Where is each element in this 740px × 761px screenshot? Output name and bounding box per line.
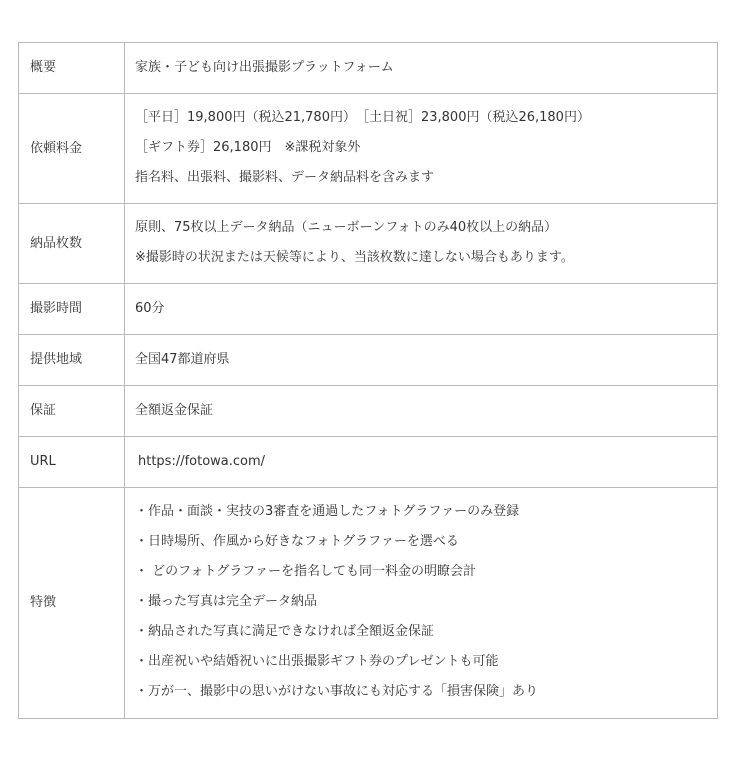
url-link[interactable]: https://fotowa.com/ [138,454,266,469]
row-value [125,335,718,386]
feature-item: ・納品された写真に満足できなければ全額返金保証 [135,624,435,639]
value-line: ※撮影時の状況または天候等により、当該枚数に達しない場合もあります。 [135,249,574,265]
feature-item: ・日時場所、作風から好きなフォトグラファーを選べる [135,534,459,549]
value-line: 全額返金保証 [135,403,214,418]
row-value [125,284,718,335]
table-row-delivery-count [19,204,718,284]
row-label: 依頼料金 [19,94,125,204]
feature-item: ・万が一、撮影中の思いがけない事故にも対応する「損害保険」あり [135,684,539,699]
table-row-url [19,437,718,488]
row-label: 納品枚数 [19,204,125,284]
value-line: 60分 [135,301,165,316]
feature-item: ・撮った写真は完全データ納品 [135,594,318,609]
feature-item: ・作品・面談・実技の3審査を通過したフォトグラファーのみ登録 [135,504,520,519]
table-row-shooting-time [19,284,718,335]
row-value [125,204,718,284]
row-value [125,94,718,204]
value-line: 指名料、出張料、撮影料、データ納品料を含みます [135,169,435,185]
table-row-features [19,488,718,719]
row-label: 撮影時間 [19,284,125,335]
value-line: 全国47都道府県 [135,352,230,367]
table-row-overview [19,43,718,94]
value-line: 家族・子ども向け出張撮影プラットフォーム [135,60,394,75]
row-label: 特徴 [19,488,125,719]
row-value [125,43,718,94]
feature-item: ・ どのフォトグラファーを指名しても同一料金の明瞭会計 [135,564,476,579]
row-label: URL [19,437,125,488]
feature-item: ・出産祝いや結婚祝いに出張撮影ギフト券のプレゼントも可能 [135,654,499,669]
row-label: 保証 [19,386,125,437]
row-value [125,488,718,719]
row-value [125,386,718,437]
table-row-service-area [19,335,718,386]
value-line: 原則、75枚以上データ納品（ニューボーンフォトのみ40枚以上の納品） [135,219,558,235]
value-line: ［ギフト券］26,180円 ※課税対象外 [135,139,361,155]
table-row-guarantee [19,386,718,437]
value-line: ［平日］19,800円（税込21,780円） ［土日祝］23,800円（税込26,180円） [135,109,590,125]
service-spec-table [18,42,718,719]
table-row-fee [19,94,718,204]
row-label: 概要 [19,43,125,94]
row-value [125,437,718,488]
row-label: 提供地域 [19,335,125,386]
